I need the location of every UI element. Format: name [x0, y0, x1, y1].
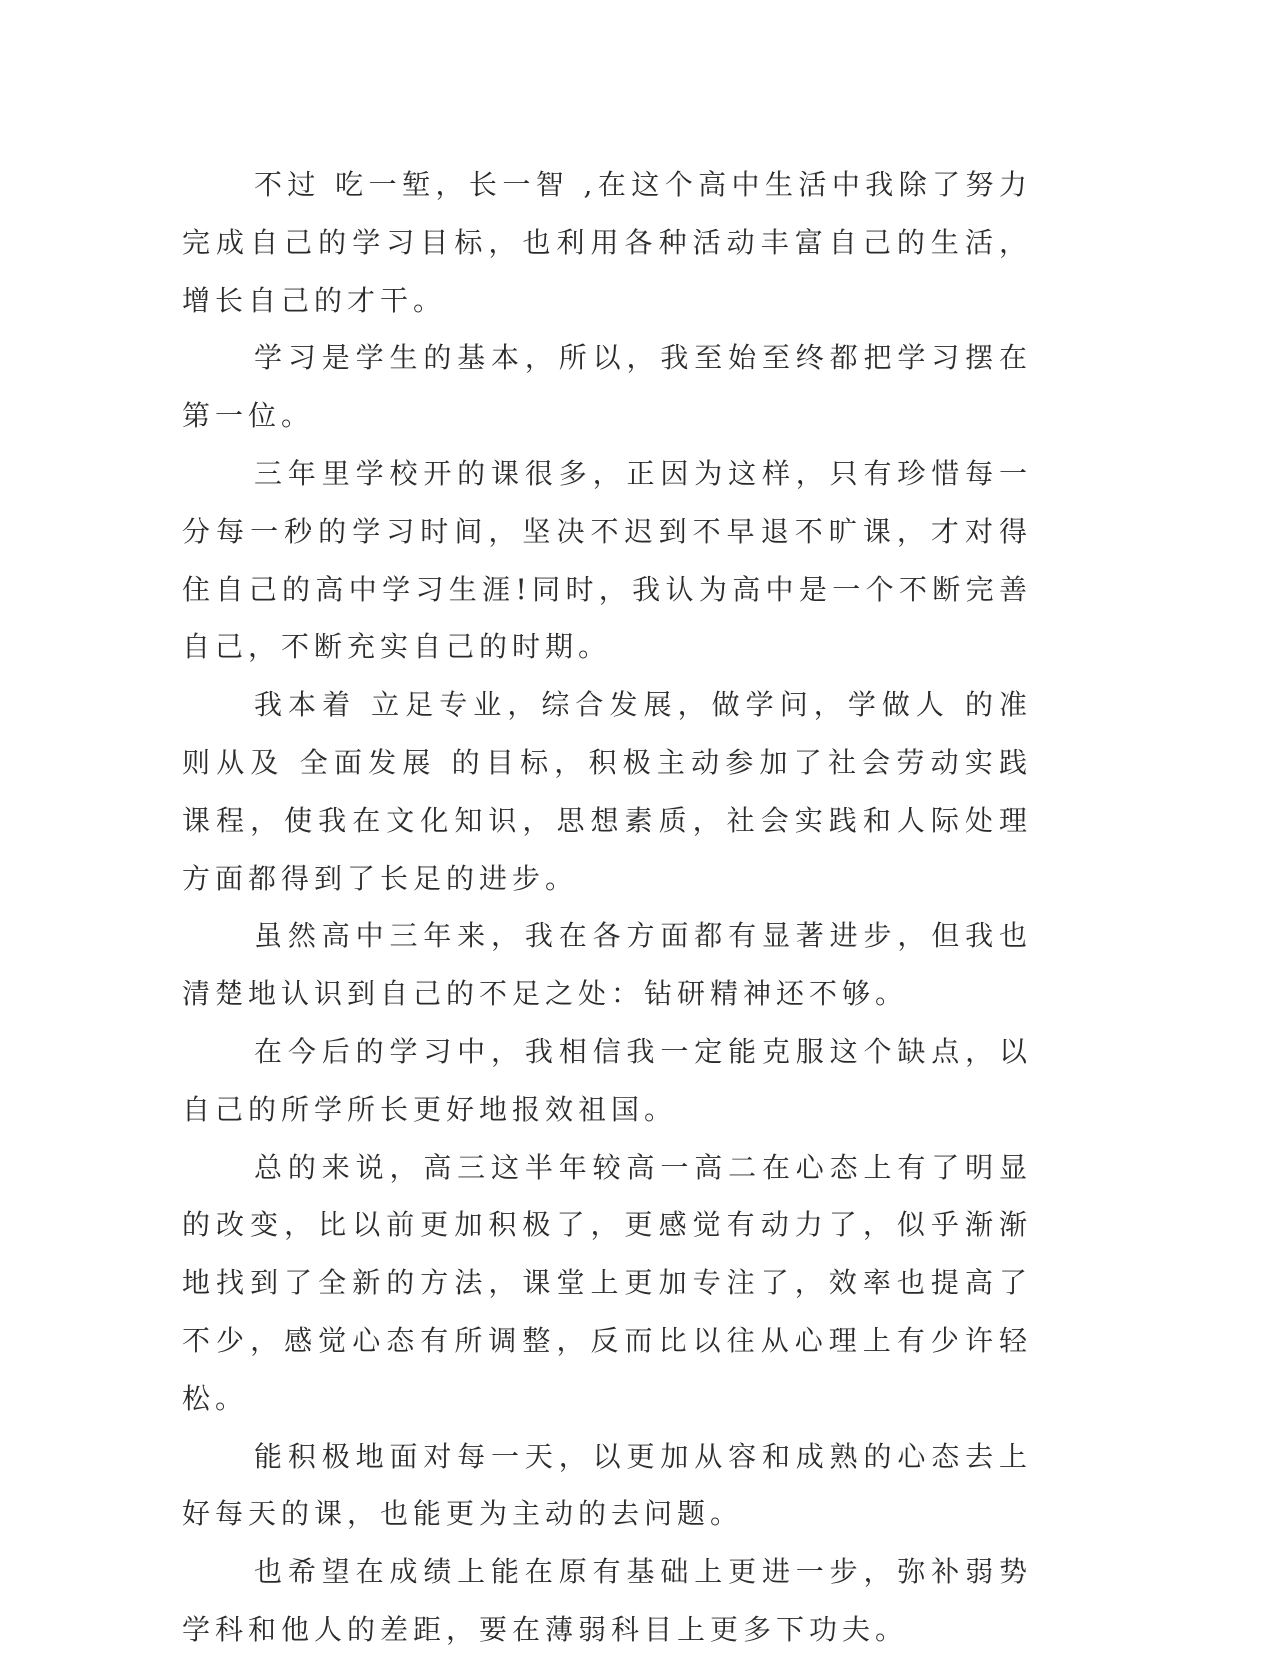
paragraph-4: 我本着 立足专业，综合发展，做学问，学做人 的准则从及 全面发展 的目标，积极主动参加了社会劳动实践课程，使我在文化知识，思想素质，社会实践和人际处理方面都得到了长足的进步。 [182, 688, 1032, 895]
paragraph-1: 不过 吃一堑，长一智 ,在这个高中生活中我除了努力完成自己的学习目标，也利用各种活动丰富自己的生活，增长自己的才干。 [182, 168, 1032, 317]
paragraph-8: 能积极地面对每一天，以更加从容和成熟的心态去上好每天的课，也能更为主动的去问题。 [182, 1439, 1032, 1531]
paragraph-3: 三年里学校开的课很多，正因为这样，只有珍惜每一分每一秒的学习时间，坚决不迟到不早退不旷课，才对得住自己的高中学习生涯!同时，我认为高中是一个不断完善自己，不断充实自己的时期。 [182, 456, 1032, 664]
paragraph-6: 在今后的学习中，我相信我一定能克服这个缺点，以自己的所学所长更好地报效祖国。 [182, 1034, 1032, 1126]
document-body [182, 156, 1032, 1659]
paragraph-5: 虽然高中三年来，我在各方面都有显著进步，但我也清楚地认识到自己的不足之处：钻研精神还不够。 [182, 919, 1032, 1011]
paragraph-7: 总的来说，高三这半年较高一高二在心态上有了明显的改变，比以前更加积极了，更感觉有动力了，似乎渐渐地找到了全新的方法，课堂上更加专注了，效率也提高了不少，感觉心态有所调整，反而比以往从心理上有少许轻松。 [182, 1150, 1032, 1415]
paragraph-2: 学习是学生的基本，所以，我至始至终都把学习摆在第一位。 [182, 341, 1032, 433]
paragraph-9: 也希望在成绩上能在原有基础上更进一步，弥补弱势学科和他人的差距，要在薄弱科目上更多下功夫。 [182, 1555, 1032, 1646]
